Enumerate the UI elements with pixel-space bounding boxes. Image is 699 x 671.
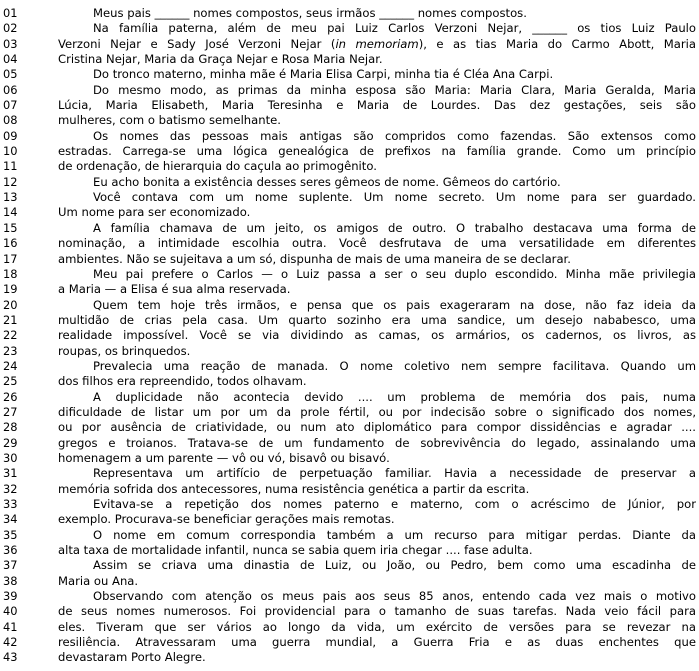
line-number: 04 [3,52,18,67]
line-number: 06 [3,82,18,97]
text-line [0,359,699,374]
line-text: Os nomes das pessoas mais antigas são compridos como fazendas. São extensos como [93,128,696,143]
line-text: Cristina Nejar, Maria da Graça Nejar e Rosa Maria Nejar. [58,52,383,67]
line-text: nominação, a intimidade escolhia outra. Você desfrutava de uma versatilidade em diferentes [58,236,696,251]
line-number: 33 [3,497,18,511]
line-text: Representava um artifício de perpetuação familiar. Havia a necessidade de preservar a [93,466,696,481]
text-line [0,298,699,313]
line-text-italic: in memoriam [335,36,419,51]
line-number: 12 [3,174,18,189]
text-line [0,313,699,328]
text-line [0,37,699,52]
line-text: Meus pais ______ nomes compostos, seus irmãos ______ nomes compostos. [93,6,527,20]
line-text [58,37,696,52]
line-number: 20 [3,297,18,312]
line-number: 41 [3,619,18,634]
line-text: estradas. Carrega-se uma lógica genealógica de prefixos na família grande. Como um princípio [58,144,696,159]
line-text: Do mesmo modo, as primas da minha esposa são Maria: Maria Clara, Maria Geralda, Maria [93,82,696,97]
line-text: Um nome para ser economizado. [58,205,251,220]
text-line [0,482,699,497]
text-line [0,6,699,21]
line-number: 26 [3,389,18,404]
text-line [0,604,699,619]
text-line [0,83,699,98]
text-line [0,589,699,604]
line-number: 07 [3,98,18,113]
line-text: A duplicidade não acontecia devido .... um problema de memória dos pais, numa [93,389,696,404]
text-line [0,205,699,220]
text-line [0,328,699,343]
line-number: 17 [3,251,18,266]
line-text: de seus nomes numerosos. Foi providencial para o tamanho de suas tarefas. Nada veio fácil para [58,604,696,619]
text-line [0,528,699,543]
line-number: 10 [3,144,18,159]
line-number: 40 [3,604,18,619]
text-line [0,543,699,558]
line-number: 02 [3,21,18,36]
line-number: 42 [3,635,18,650]
text-line [0,574,699,589]
line-text: dos filhos era repreendido, todos olhavam. [58,374,307,389]
text-line [0,466,699,481]
line-text: memória sofrida dos antecessores, numa resistência genética a partir da escrita. [58,481,530,496]
line-number: 14 [3,205,18,220]
line-number: 38 [3,573,18,588]
text-line [0,405,699,420]
line-text: eles. Tiveram que ser vários ao longo da vida, um exército de versões para se revezar na [58,619,696,634]
text-line [0,420,699,435]
text-line [0,236,699,251]
line-number: 39 [3,589,18,604]
line-text-part: ), e as tias Maria do Carmo Abott, Maria [418,36,696,51]
line-text: Quem tem hoje três irmãos, e pensa que os pais exageraram na dose, não faz ideia da [93,297,696,312]
text-line [0,113,699,128]
line-number: 08 [3,113,18,128]
line-text: gregos e troianos. Tratava-se de um fundamento de sobrevivência do legado, assinalando uma [58,435,696,450]
text-line [0,21,699,36]
text-line [0,175,699,190]
line-text: roupas, os brinquedos. [58,343,191,358]
text-line [0,267,699,282]
text-line [0,436,699,451]
line-number: 43 [3,650,18,665]
text-line [0,558,699,573]
line-text-part: Verzoni Nejar e Sady José Verzoni Nejar ( [58,36,336,51]
line-text: A família chamava de um jeito, os amigos de outro. O trabalho destacava uma forma de [93,220,696,235]
line-text: Lúcia, Maria Elisabeth, Maria Teresinha e Maria de Lourdes. Das dez gestações, seis são [58,98,696,113]
line-text: de ordenação, de hierarquia do caçula ao primogênito. [58,159,377,174]
line-number: 19 [3,282,18,297]
line-text: a Maria — a Elisa é sua alma reservada. [58,282,291,297]
line-number: 29 [3,435,18,450]
text-line [0,374,699,389]
line-number: 34 [3,512,18,527]
line-number: 23 [3,343,18,358]
line-number: 11 [3,159,18,174]
text-line [0,635,699,650]
line-number: 18 [3,266,18,281]
line-number: 21 [3,312,18,327]
line-text: realidade impossível. Você se via dividindo as camas, os armários, os cadernos, os livros, as [58,328,696,343]
line-text: exemplo. Procurava-se beneficiar gerações mais remotas. [58,512,395,527]
line-text: Meu pai prefere o Carlos — o Luiz passa a ser o seu duplo escondido. Minha mãe privilegia [93,266,696,281]
line-number: 05 [3,67,18,82]
line-number: 01 [3,6,18,20]
text-line [0,144,699,159]
line-number: 13 [3,190,18,205]
text-line [0,67,699,82]
line-text: resiliência. Atravessaram uma guerra mundial, a Guerra Fria e as duas enchentes que [58,635,696,650]
line-text: devastaram Porto Alegre. [58,650,206,665]
line-text: Maria ou Ana. [58,573,139,588]
line-text: Eu acho bonita a existência desses seres gêmeos de nome. Gêmeos do cartório. [93,174,561,189]
line-number: 16 [3,236,18,251]
line-text: ou por ausência de criatividade, ou num ato diplomático para compor dissidências e agradar .... [58,420,696,435]
line-text: Você contava com um nome suplente. Um nome secreto. Um nome para ser guardado. [93,190,696,205]
line-text: Assim se criava uma dinastia de Luiz, ou João, ou Pedro, bem como uma escadinha de [93,558,696,573]
text-line [0,98,699,113]
line-text: Na família paterna, além de meu pai Luiz Carlos Verzoni Nejar, ______ os tios Luiz Paulo [93,21,696,36]
line-number: 03 [3,36,18,51]
text-line [0,159,699,174]
line-number: 28 [3,420,18,435]
line-text: Observando com atenção os meus pais aos seus 85 anos, entendo cada vez mais o motivo [93,589,696,604]
line-text: homenagem a um parente — vô ou vó, bisavô ou bisavó. [58,450,390,465]
line-text: O nome em comum correspondia também a um recurso para mitigar perdas. Diante da [93,527,696,542]
text-line [0,282,699,297]
line-number: 31 [3,466,18,481]
line-number: 22 [3,328,18,343]
line-number: 37 [3,558,18,573]
line-number: 09 [3,128,18,143]
line-text: multidão de crias pela casa. Um quarto sozinho era uma sandice, um desejo nababesco, uma [58,312,696,327]
line-number: 30 [3,450,18,465]
text-line [0,252,699,267]
line-number: 24 [3,358,18,373]
line-number: 35 [3,527,18,542]
line-text: Prevalecia uma reação de manada. O nome coletivo nem sempre facilitava. Quando um [93,358,696,373]
text-line [0,497,699,512]
text-line [0,190,699,205]
text-line [0,52,699,67]
text-line [0,129,699,144]
text-line [0,620,699,635]
text-line [0,512,699,527]
text-line [0,650,699,665]
line-text: ambientes. Não se sujeitava a um só, dispunha de mais de uma maneira de se declarar. [58,251,571,266]
line-text: dificuldade de listar um por um da prole fértil, ou por indecisão sobre o significado dos nomes, [58,404,696,419]
line-number: 27 [3,404,18,419]
text-line [0,221,699,236]
line-number: 25 [3,374,18,389]
text-line [0,390,699,405]
line-text: alta taxa de mortalidade infantil, nunca se sabia quem iria chegar .... fase adulta. [58,543,533,558]
line-text: Do tronco materno, minha mãe é Maria Elisa Carpi, minha tia é Cléa Ana Carpi. [93,67,554,82]
line-number: 15 [3,220,18,235]
line-number: 32 [3,481,18,496]
line-number: 36 [3,543,18,558]
text-line [0,451,699,466]
text-line [0,344,699,359]
line-text: Evitava-se a repetição dos nomes paterno e materno, com o acréscimo de Júnior, por [93,497,696,511]
line-text: mulheres, com o batismo semelhante. [58,113,281,128]
